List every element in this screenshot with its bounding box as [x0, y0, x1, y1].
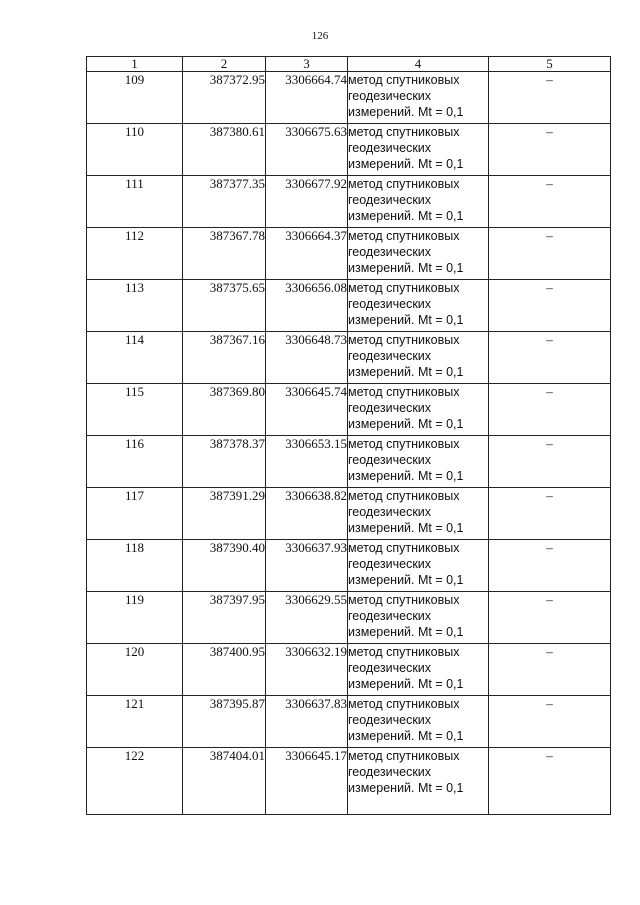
- y-coordinate: 3306653.15: [266, 436, 348, 488]
- point-number: 117: [87, 488, 183, 540]
- method-line: метод спутниковых: [348, 177, 460, 191]
- table-row: [87, 176, 611, 228]
- point-number: 115: [87, 384, 183, 436]
- note-cell: –: [489, 124, 611, 176]
- point-number: 109: [87, 72, 183, 124]
- note-cell: –: [489, 228, 611, 280]
- header-col-3: 3: [266, 57, 348, 72]
- table-row: [87, 332, 611, 384]
- method-cell: [348, 436, 489, 488]
- method-cell: [348, 72, 489, 124]
- note-cell: –: [489, 748, 611, 815]
- method-line: геодезических: [348, 401, 432, 415]
- method-cell: [348, 540, 489, 592]
- method-line: измерений. Mt = 0,1: [348, 729, 464, 743]
- y-coordinate: 3306656.08: [266, 280, 348, 332]
- point-number: 119: [87, 592, 183, 644]
- method-line: измерений. Mt = 0,1: [348, 781, 464, 795]
- method-line: геодезических: [348, 89, 432, 103]
- method-cell: [348, 384, 489, 436]
- note-cell: –: [489, 540, 611, 592]
- method-line: метод спутниковых: [348, 281, 460, 295]
- header-col-4: 4: [348, 57, 489, 72]
- x-coordinate: 387404.01: [183, 748, 266, 815]
- method-cell: [348, 176, 489, 228]
- y-coordinate: 3306664.37: [266, 228, 348, 280]
- table-row: [87, 280, 611, 332]
- note-cell: –: [489, 696, 611, 748]
- method-line: геодезических: [348, 505, 432, 519]
- x-coordinate: 387390.40: [183, 540, 266, 592]
- point-number: 118: [87, 540, 183, 592]
- method-line: метод спутниковых: [348, 541, 460, 555]
- method-line: метод спутниковых: [348, 73, 460, 87]
- method-line: геодезических: [348, 297, 432, 311]
- x-coordinate: 387372.95: [183, 72, 266, 124]
- point-number: 112: [87, 228, 183, 280]
- x-coordinate: 387369.80: [183, 384, 266, 436]
- table-row: [87, 72, 611, 124]
- method-cell: [348, 748, 489, 815]
- y-coordinate: 3306629.55: [266, 592, 348, 644]
- header-row: [87, 57, 611, 72]
- method-cell: [348, 592, 489, 644]
- table-row: [87, 696, 611, 748]
- y-coordinate: 3306637.83: [266, 696, 348, 748]
- x-coordinate: 387397.95: [183, 592, 266, 644]
- x-coordinate: 387378.37: [183, 436, 266, 488]
- method-line: метод спутниковых: [348, 749, 460, 763]
- method-line: геодезических: [348, 713, 432, 727]
- method-cell: [348, 696, 489, 748]
- note-cell: –: [489, 332, 611, 384]
- method-line: измерений. Mt = 0,1: [348, 105, 464, 119]
- header-col-2: 2: [183, 57, 266, 72]
- table-row: [87, 488, 611, 540]
- note-cell: –: [489, 280, 611, 332]
- note-cell: –: [489, 384, 611, 436]
- method-cell: [348, 644, 489, 696]
- point-number: 122: [87, 748, 183, 815]
- method-line: измерений. Mt = 0,1: [348, 417, 464, 431]
- method-cell: [348, 488, 489, 540]
- method-cell: [348, 332, 489, 384]
- page-number: 126: [311, 30, 329, 42]
- table-row: [87, 644, 611, 696]
- point-number: 116: [87, 436, 183, 488]
- method-line: геодезических: [348, 193, 432, 207]
- point-number: 110: [87, 124, 183, 176]
- method-line: метод спутниковых: [348, 385, 460, 399]
- method-cell: [348, 228, 489, 280]
- method-line: метод спутниковых: [348, 645, 460, 659]
- method-line: метод спутниковых: [348, 229, 460, 243]
- header-col-5: 5: [489, 57, 611, 72]
- method-line: метод спутниковых: [348, 437, 460, 451]
- method-line: метод спутниковых: [348, 697, 460, 711]
- method-line: измерений. Mt = 0,1: [348, 469, 464, 483]
- method-cell: [348, 124, 489, 176]
- note-cell: –: [489, 436, 611, 488]
- method-line: геодезических: [348, 141, 432, 155]
- method-line: измерений. Mt = 0,1: [348, 261, 464, 275]
- method-line: геодезических: [348, 765, 432, 779]
- x-coordinate: 387375.65: [183, 280, 266, 332]
- method-line: метод спутниковых: [348, 333, 460, 347]
- coordinates-table: [86, 56, 611, 815]
- method-cell: [348, 280, 489, 332]
- method-line: метод спутниковых: [348, 593, 460, 607]
- table-body: [87, 72, 611, 815]
- note-cell: –: [489, 176, 611, 228]
- table-row: [87, 384, 611, 436]
- note-cell: –: [489, 488, 611, 540]
- table-row: [87, 436, 611, 488]
- y-coordinate: 3306638.82: [266, 488, 348, 540]
- method-line: геодезических: [348, 245, 432, 259]
- y-coordinate: 3306677.92: [266, 176, 348, 228]
- note-cell: –: [489, 644, 611, 696]
- method-line: геодезических: [348, 609, 432, 623]
- x-coordinate: 387395.87: [183, 696, 266, 748]
- point-number: 113: [87, 280, 183, 332]
- method-line: измерений. Mt = 0,1: [348, 209, 464, 223]
- y-coordinate: 3306632.19: [266, 644, 348, 696]
- x-coordinate: 387377.35: [183, 176, 266, 228]
- y-coordinate: 3306637.93: [266, 540, 348, 592]
- table-row: [87, 228, 611, 280]
- y-coordinate: 3306648.73: [266, 332, 348, 384]
- method-line: измерений. Mt = 0,1: [348, 625, 464, 639]
- method-line: измерений. Mt = 0,1: [348, 365, 464, 379]
- method-line: измерений. Mt = 0,1: [348, 573, 464, 587]
- method-line: измерений. Mt = 0,1: [348, 157, 464, 171]
- x-coordinate: 387391.29: [183, 488, 266, 540]
- method-line: измерений. Mt = 0,1: [348, 521, 464, 535]
- table-row: [87, 540, 611, 592]
- y-coordinate: 3306675.63: [266, 124, 348, 176]
- note-cell: –: [489, 592, 611, 644]
- x-coordinate: 387400.95: [183, 644, 266, 696]
- point-number: 120: [87, 644, 183, 696]
- y-coordinate: 3306645.17: [266, 748, 348, 815]
- y-coordinate: 3306664.74: [266, 72, 348, 124]
- method-line: геодезических: [348, 661, 432, 675]
- point-number: 121: [87, 696, 183, 748]
- x-coordinate: 387380.61: [183, 124, 266, 176]
- table-row: [87, 748, 611, 815]
- x-coordinate: 387367.78: [183, 228, 266, 280]
- method-line: измерений. Mt = 0,1: [348, 313, 464, 327]
- x-coordinate: 387367.16: [183, 332, 266, 384]
- method-line: геодезических: [348, 557, 432, 571]
- method-line: геодезических: [348, 349, 432, 363]
- point-number: 111: [87, 176, 183, 228]
- header-col-1: 1: [87, 57, 183, 72]
- point-number: 114: [87, 332, 183, 384]
- method-line: метод спутниковых: [348, 125, 460, 139]
- table-row: [87, 592, 611, 644]
- table-row: [87, 124, 611, 176]
- note-cell: –: [489, 72, 611, 124]
- method-line: измерений. Mt = 0,1: [348, 677, 464, 691]
- y-coordinate: 3306645.74: [266, 384, 348, 436]
- method-line: метод спутниковых: [348, 489, 460, 503]
- method-line: геодезических: [348, 453, 432, 467]
